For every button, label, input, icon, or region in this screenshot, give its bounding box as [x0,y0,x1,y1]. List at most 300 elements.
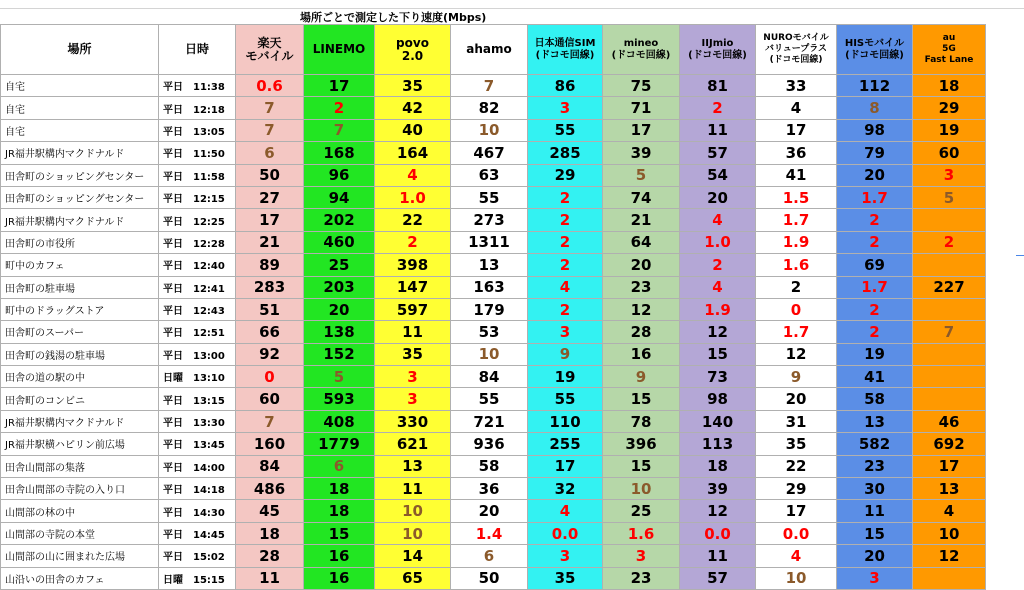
speed-cell-mineo[interactable]: 12 [603,298,680,320]
speed-cell-linemo[interactable]: 7 [304,119,375,141]
speed-cell-iij[interactable]: 54 [680,164,756,186]
speed-cell-ahamo[interactable]: 10 [451,119,528,141]
speed-cell-iij[interactable]: 1.9 [680,298,756,320]
speed-cell-rakuten[interactable]: 283 [236,276,304,298]
location-cell[interactable]: 田舎町の駐車場 [1,276,159,298]
datetime-cell[interactable]: 日曜 15:15 [159,567,236,589]
column-header-nuro[interactable]: NUROモバイル バリュープラス (ドコモ回線) [756,25,837,75]
speed-cell-rakuten[interactable]: 7 [236,410,304,432]
speed-cell-nihon[interactable]: 55 [528,119,603,141]
speed-cell-nuro[interactable]: 1.9 [756,231,837,253]
location-cell[interactable]: 田舎山間部の寺院の入り口 [1,478,159,500]
datetime-cell[interactable]: 平日 15:02 [159,545,236,567]
speed-cell-nuro[interactable]: 20 [756,388,837,410]
speed-cell-au[interactable] [913,298,986,320]
speed-cell-nihon[interactable]: 2 [528,254,603,276]
speed-cell-nuro[interactable]: 1.5 [756,186,837,208]
speed-cell-au[interactable]: 227 [913,276,986,298]
speed-cell-ahamo[interactable]: 84 [451,366,528,388]
table-body [1,75,986,590]
speed-cell-ahamo[interactable]: 55 [451,388,528,410]
speed-cell-linemo[interactable]: 593 [304,388,375,410]
speed-cell-mineo[interactable]: 17 [603,119,680,141]
speed-cell-rakuten[interactable]: 7 [236,119,304,141]
datetime-cell[interactable]: 平日 14:18 [159,478,236,500]
speed-cell-ahamo[interactable]: 58 [451,455,528,477]
datetime-cell[interactable]: 平日 12:51 [159,321,236,343]
speed-cell-ahamo[interactable]: 50 [451,567,528,589]
speed-cell-nuro[interactable]: 0 [756,298,837,320]
speed-cell-au[interactable]: 13 [913,478,986,500]
speed-cell-nuro[interactable]: 33 [756,75,837,97]
location-cell[interactable]: 自宅 [1,75,159,97]
speed-cell-nihon[interactable]: 2 [528,231,603,253]
speed-cell-ahamo[interactable]: 273 [451,209,528,231]
speed-cell-au[interactable]: 10 [913,522,986,544]
speed-cell-nihon[interactable]: 2 [528,209,603,231]
speed-cell-ahamo[interactable]: 1311 [451,231,528,253]
speed-cell-ahamo[interactable]: 10 [451,343,528,365]
datetime-cell[interactable]: 平日 12:18 [159,97,236,119]
location-cell[interactable]: JR福井駅構内マクドナルド [1,410,159,432]
speed-cell-povo[interactable]: 621 [375,433,451,455]
speed-cell-mineo[interactable]: 28 [603,321,680,343]
speed-cell-nihon[interactable]: 32 [528,478,603,500]
column-header-povo[interactable]: povo 2.0 [375,25,451,75]
speed-cell-his[interactable]: 2 [837,231,913,253]
speed-cell-iij[interactable]: 4 [680,276,756,298]
speed-cell-iij[interactable]: 18 [680,455,756,477]
location-cell[interactable]: JR福井駅構内マクドナルド [1,142,159,164]
speed-cell-nuro[interactable]: 41 [756,164,837,186]
speed-cell-nihon[interactable]: 35 [528,567,603,589]
speed-cell-povo[interactable]: 3 [375,366,451,388]
speed-cell-his[interactable]: 98 [837,119,913,141]
speed-cell-iij[interactable]: 0.0 [680,522,756,544]
speed-cell-povo[interactable]: 42 [375,97,451,119]
datetime-cell[interactable]: 平日 13:00 [159,343,236,365]
location-cell[interactable]: 山間部の林の中 [1,500,159,522]
datetime-cell[interactable]: 平日 11:58 [159,164,236,186]
speed-cell-mineo[interactable]: 75 [603,75,680,97]
column-header-datetime[interactable]: 日時 [159,25,236,75]
speed-cell-nuro[interactable]: 1.7 [756,321,837,343]
speed-cell-iij[interactable]: 1.0 [680,231,756,253]
location-cell[interactable]: 山沿いの田舎のカフェ [1,567,159,589]
column-header-rakuten[interactable]: 楽天 モバイル [236,25,304,75]
speed-cell-au[interactable]: 7 [913,321,986,343]
speed-cell-linemo[interactable]: 1779 [304,433,375,455]
speed-cell-nuro[interactable]: 0.0 [756,522,837,544]
speed-cell-ahamo[interactable]: 1.4 [451,522,528,544]
speed-cell-his[interactable]: 15 [837,522,913,544]
datetime-cell[interactable]: 平日 14:30 [159,500,236,522]
speed-cell-ahamo[interactable]: 20 [451,500,528,522]
speed-cell-nihon[interactable]: 17 [528,455,603,477]
location-cell[interactable]: 山間部の山に囲まれた広場 [1,545,159,567]
speed-cell-nihon[interactable]: 285 [528,142,603,164]
speed-cell-nuro[interactable]: 22 [756,455,837,477]
location-cell[interactable]: 山間部の寺院の本堂 [1,522,159,544]
speed-cell-his[interactable]: 30 [837,478,913,500]
location-cell[interactable]: 田舎町の銭湯の駐車場 [1,343,159,365]
location-cell[interactable]: 自宅 [1,97,159,119]
speed-cell-rakuten[interactable]: 7 [236,97,304,119]
speed-cell-mineo[interactable]: 3 [603,545,680,567]
speed-cell-mineo[interactable]: 1.6 [603,522,680,544]
speed-cell-nuro[interactable]: 1.6 [756,254,837,276]
speed-cell-iij[interactable]: 12 [680,500,756,522]
speed-cell-his[interactable]: 2 [837,321,913,343]
speed-cell-povo[interactable]: 35 [375,343,451,365]
speed-cell-mineo[interactable]: 20 [603,254,680,276]
speed-cell-rakuten[interactable]: 89 [236,254,304,276]
speed-cell-ahamo[interactable]: 6 [451,545,528,567]
speed-cell-nuro[interactable]: 29 [756,478,837,500]
speed-cell-his[interactable]: 2 [837,209,913,231]
table-row [1,522,986,544]
location-cell[interactable]: 田舎山間部の集落 [1,455,159,477]
location-cell[interactable]: 田舎の道の駅の中 [1,366,159,388]
speed-cell-au[interactable]: 12 [913,545,986,567]
table-row [1,75,986,97]
speed-cell-povo[interactable]: 40 [375,119,451,141]
location-cell[interactable]: 田舎町のショッピングセンター [1,186,159,208]
speed-cell-his[interactable]: 23 [837,455,913,477]
speed-cell-au[interactable]: 3 [913,164,986,186]
speed-cell-linemo[interactable]: 96 [304,164,375,186]
speed-cell-his[interactable]: 2 [837,298,913,320]
speed-cell-au[interactable] [913,366,986,388]
speed-cell-au[interactable]: 692 [913,433,986,455]
speed-cell-rakuten[interactable]: 486 [236,478,304,500]
speed-cell-linemo[interactable]: 17 [304,75,375,97]
table-row [1,410,986,432]
speed-cell-nuro[interactable]: 1.7 [756,209,837,231]
speed-cell-nihon[interactable]: 55 [528,388,603,410]
speed-cell-iij[interactable]: 2 [680,254,756,276]
column-header-his[interactable]: HISモバイル (ドコモ回線) [837,25,913,75]
speed-cell-mineo[interactable]: 16 [603,343,680,365]
speed-cell-iij[interactable]: 57 [680,567,756,589]
speed-cell-ahamo[interactable]: 721 [451,410,528,432]
speed-cell-linemo[interactable]: 18 [304,478,375,500]
speed-cell-mineo[interactable]: 71 [603,97,680,119]
speed-cell-mineo[interactable]: 64 [603,231,680,253]
speed-cell-nihon[interactable]: 3 [528,321,603,343]
speed-cell-nuro[interactable]: 4 [756,97,837,119]
speed-cell-his[interactable]: 1.7 [837,186,913,208]
datetime-cell[interactable]: 平日 13:15 [159,388,236,410]
speed-cell-iij[interactable]: 11 [680,545,756,567]
speed-cell-linemo[interactable]: 25 [304,254,375,276]
datetime-cell[interactable]: 平日 11:50 [159,142,236,164]
table-row [1,209,986,231]
speed-cell-au[interactable]: 4 [913,500,986,522]
speed-cell-his[interactable]: 41 [837,366,913,388]
speed-cell-povo[interactable]: 1.0 [375,186,451,208]
speed-cell-povo[interactable]: 2 [375,231,451,253]
speed-cell-povo[interactable]: 11 [375,321,451,343]
speed-cell-rakuten[interactable]: 66 [236,321,304,343]
speed-cell-ahamo[interactable]: 936 [451,433,528,455]
speed-cell-linemo[interactable]: 16 [304,545,375,567]
column-header-iij[interactable]: IIJmio (ドコモ回線) [680,25,756,75]
speed-cell-nihon[interactable]: 2 [528,186,603,208]
speed-cell-linemo[interactable]: 20 [304,298,375,320]
speed-cell-au[interactable]: 29 [913,97,986,119]
speed-cell-povo[interactable]: 3 [375,388,451,410]
speed-cell-mineo[interactable]: 15 [603,388,680,410]
speed-cell-linemo[interactable]: 5 [304,366,375,388]
speed-cell-nihon[interactable]: 2 [528,298,603,320]
datetime-cell[interactable]: 平日 12:41 [159,276,236,298]
speed-cell-nihon[interactable]: 4 [528,500,603,522]
speed-cell-rakuten[interactable]: 60 [236,388,304,410]
speed-cell-ahamo[interactable]: 163 [451,276,528,298]
column-header-location[interactable]: 場所 [1,25,159,75]
spreadsheet-top-strip [0,0,1024,9]
speed-cell-nuro[interactable]: 4 [756,545,837,567]
speed-cell-his[interactable]: 58 [837,388,913,410]
speed-cell-au[interactable]: 2 [913,231,986,253]
speed-cell-his[interactable]: 582 [837,433,913,455]
location-cell[interactable]: 町中のカフェ [1,254,159,276]
location-cell[interactable]: 田舎町のコンビニ [1,388,159,410]
speed-cell-iij[interactable]: 113 [680,433,756,455]
column-header-linemo[interactable]: LINEMO [304,25,375,75]
speed-cell-mineo[interactable]: 5 [603,164,680,186]
speed-cell-rakuten[interactable]: 28 [236,545,304,567]
speed-cell-his[interactable]: 69 [837,254,913,276]
speed-cell-rakuten[interactable]: 84 [236,455,304,477]
speed-cell-linemo[interactable]: 152 [304,343,375,365]
speed-cell-ahamo[interactable]: 55 [451,186,528,208]
speed-cell-nihon[interactable]: 9 [528,343,603,365]
speed-cell-linemo[interactable]: 203 [304,276,375,298]
datetime-cell[interactable]: 平日 12:40 [159,254,236,276]
datetime-cell[interactable]: 平日 13:05 [159,119,236,141]
speed-cell-povo[interactable]: 65 [375,567,451,589]
speed-cell-his[interactable]: 13 [837,410,913,432]
speed-cell-nihon[interactable]: 4 [528,276,603,298]
speed-cell-iij[interactable]: 15 [680,343,756,365]
speed-cell-nihon[interactable]: 0.0 [528,522,603,544]
speed-cell-nihon[interactable]: 3 [528,97,603,119]
column-header-au[interactable]: au 5G Fast Lane [913,25,986,75]
speed-cell-au[interactable] [913,567,986,589]
speed-cell-mineo[interactable]: 396 [603,433,680,455]
speed-cell-rakuten[interactable]: 17 [236,209,304,231]
speed-cell-his[interactable]: 8 [837,97,913,119]
speed-cell-nuro[interactable]: 36 [756,142,837,164]
speed-cell-his[interactable]: 1.7 [837,276,913,298]
speed-cell-nuro[interactable]: 17 [756,500,837,522]
speed-cell-au[interactable] [913,254,986,276]
speed-cell-his[interactable]: 20 [837,545,913,567]
speed-cell-povo[interactable]: 147 [375,276,451,298]
speed-cell-ahamo[interactable]: 7 [451,75,528,97]
speed-cell-mineo[interactable]: 21 [603,209,680,231]
speed-cell-mineo[interactable]: 39 [603,142,680,164]
speed-cell-mineo[interactable]: 78 [603,410,680,432]
datetime-cell[interactable]: 平日 12:15 [159,186,236,208]
table-row [1,97,986,119]
speed-cell-au[interactable]: 60 [913,142,986,164]
speed-cell-nihon[interactable]: 255 [528,433,603,455]
speed-cell-mineo[interactable]: 10 [603,478,680,500]
speed-cell-au[interactable] [913,209,986,231]
speed-cell-rakuten[interactable]: 18 [236,522,304,544]
speed-cell-his[interactable]: 19 [837,343,913,365]
location-cell[interactable]: 田舎町のショッピングセンター [1,164,159,186]
speed-cell-iij[interactable]: 39 [680,478,756,500]
table-row [1,478,986,500]
speed-cell-iij[interactable]: 73 [680,366,756,388]
speed-cell-linemo[interactable]: 408 [304,410,375,432]
speed-cell-iij[interactable]: 20 [680,186,756,208]
location-cell[interactable]: 自宅 [1,119,159,141]
speed-cell-rakuten[interactable]: 92 [236,343,304,365]
speed-cell-nihon[interactable]: 86 [528,75,603,97]
speed-cell-linemo[interactable]: 2 [304,97,375,119]
location-cell[interactable]: JR福井駅横ハピリン前広場 [1,433,159,455]
speed-cell-au[interactable]: 5 [913,186,986,208]
speed-cell-iij[interactable]: 12 [680,321,756,343]
header-row [1,25,986,75]
speed-cell-mineo[interactable]: 74 [603,186,680,208]
speed-cell-au[interactable] [913,343,986,365]
speed-cell-rakuten[interactable]: 51 [236,298,304,320]
speed-cell-iij[interactable]: 98 [680,388,756,410]
datetime-cell[interactable]: 平日 14:45 [159,522,236,544]
speed-cell-nuro[interactable]: 17 [756,119,837,141]
speed-cell-nihon[interactable]: 110 [528,410,603,432]
speed-cell-rakuten[interactable]: 0 [236,366,304,388]
speed-cell-povo[interactable]: 597 [375,298,451,320]
speed-cell-iij[interactable]: 140 [680,410,756,432]
speed-cell-au[interactable]: 46 [913,410,986,432]
speed-cell-ahamo[interactable]: 53 [451,321,528,343]
speed-cell-ahamo[interactable]: 467 [451,142,528,164]
speed-cell-linemo[interactable]: 168 [304,142,375,164]
speed-cell-povo[interactable]: 10 [375,500,451,522]
speed-cell-his[interactable]: 20 [837,164,913,186]
speed-cell-nuro[interactable]: 10 [756,567,837,589]
speed-cell-linemo[interactable]: 202 [304,209,375,231]
column-header-nihon[interactable]: 日本通信SIM (ドコモ回線) [528,25,603,75]
speed-cell-nihon[interactable]: 29 [528,164,603,186]
speed-cell-mineo[interactable]: 23 [603,567,680,589]
datetime-cell[interactable]: 平日 12:28 [159,231,236,253]
speed-cell-linemo[interactable]: 94 [304,186,375,208]
speed-cell-iij[interactable]: 11 [680,119,756,141]
speed-cell-nuro[interactable]: 2 [756,276,837,298]
datetime-cell[interactable]: 日曜 13:10 [159,366,236,388]
column-header-ahamo[interactable]: ahamo [451,25,528,75]
speed-cell-linemo[interactable]: 6 [304,455,375,477]
datetime-cell[interactable]: 平日 11:38 [159,75,236,97]
speed-cell-rakuten[interactable]: 6 [236,142,304,164]
speed-cell-nihon[interactable]: 3 [528,545,603,567]
location-cell[interactable]: 田舎町の市役所 [1,231,159,253]
speed-cell-rakuten[interactable]: 11 [236,567,304,589]
speed-cell-ahamo[interactable]: 36 [451,478,528,500]
speed-cell-povo[interactable]: 398 [375,254,451,276]
speed-cell-au[interactable]: 19 [913,119,986,141]
speed-cell-iij[interactable]: 2 [680,97,756,119]
speed-cell-iij[interactable]: 81 [680,75,756,97]
speed-cell-nuro[interactable]: 12 [756,343,837,365]
speed-cell-mineo[interactable]: 9 [603,366,680,388]
speed-cell-au[interactable]: 18 [913,75,986,97]
speed-cell-mineo[interactable]: 15 [603,455,680,477]
speed-cell-linemo[interactable]: 16 [304,567,375,589]
location-cell[interactable]: JR福井駅構内マクドナルド [1,209,159,231]
speed-cell-iij[interactable]: 57 [680,142,756,164]
speed-cell-linemo[interactable]: 15 [304,522,375,544]
speed-cell-linemo[interactable]: 460 [304,231,375,253]
speed-cell-povo[interactable]: 14 [375,545,451,567]
speed-cell-povo[interactable]: 4 [375,164,451,186]
datetime-cell[interactable]: 平日 14:00 [159,455,236,477]
speed-cell-his[interactable]: 112 [837,75,913,97]
location-cell[interactable]: 町中のドラッグストア [1,298,159,320]
speed-cell-his[interactable]: 79 [837,142,913,164]
datetime-cell[interactable]: 平日 12:25 [159,209,236,231]
cell-selection-edge [1016,255,1024,256]
speed-cell-linemo[interactable]: 138 [304,321,375,343]
speed-cell-povo[interactable]: 22 [375,209,451,231]
speed-cell-rakuten[interactable]: 0.6 [236,75,304,97]
speed-cell-povo[interactable]: 11 [375,478,451,500]
speed-cell-au[interactable]: 17 [913,455,986,477]
speed-cell-rakuten[interactable]: 50 [236,164,304,186]
speed-cell-ahamo[interactable]: 63 [451,164,528,186]
speed-cell-rakuten[interactable]: 45 [236,500,304,522]
speed-cell-linemo[interactable]: 18 [304,500,375,522]
speed-cell-povo[interactable]: 10 [375,522,451,544]
speed-cell-his[interactable]: 3 [837,567,913,589]
speed-cell-iij[interactable]: 4 [680,209,756,231]
datetime-cell[interactable]: 平日 13:30 [159,410,236,432]
table-row [1,343,986,365]
speed-cell-rakuten[interactable]: 27 [236,186,304,208]
column-header-mineo[interactable]: mineo (ドコモ回線) [603,25,680,75]
speed-cell-nuro[interactable]: 31 [756,410,837,432]
speed-cell-rakuten[interactable]: 160 [236,433,304,455]
speed-cell-au[interactable] [913,388,986,410]
speed-cell-ahamo[interactable]: 179 [451,298,528,320]
speed-cell-his[interactable]: 11 [837,500,913,522]
location-cell[interactable]: 田舎町のスーパー [1,321,159,343]
speed-cell-povo[interactable]: 330 [375,410,451,432]
datetime-cell[interactable]: 平日 13:45 [159,433,236,455]
speed-cell-mineo[interactable]: 25 [603,500,680,522]
speed-cell-ahamo[interactable]: 82 [451,97,528,119]
speed-cell-rakuten[interactable]: 21 [236,231,304,253]
speed-cell-nuro[interactable]: 35 [756,433,837,455]
speed-cell-povo[interactable]: 35 [375,75,451,97]
datetime-cell[interactable]: 平日 12:43 [159,298,236,320]
table-row [1,388,986,410]
speed-cell-ahamo[interactable]: 13 [451,254,528,276]
speed-cell-nuro[interactable]: 9 [756,366,837,388]
speed-cell-povo[interactable]: 13 [375,455,451,477]
speed-cell-mineo[interactable]: 23 [603,276,680,298]
speed-cell-povo[interactable]: 164 [375,142,451,164]
speed-cell-nihon[interactable]: 19 [528,366,603,388]
